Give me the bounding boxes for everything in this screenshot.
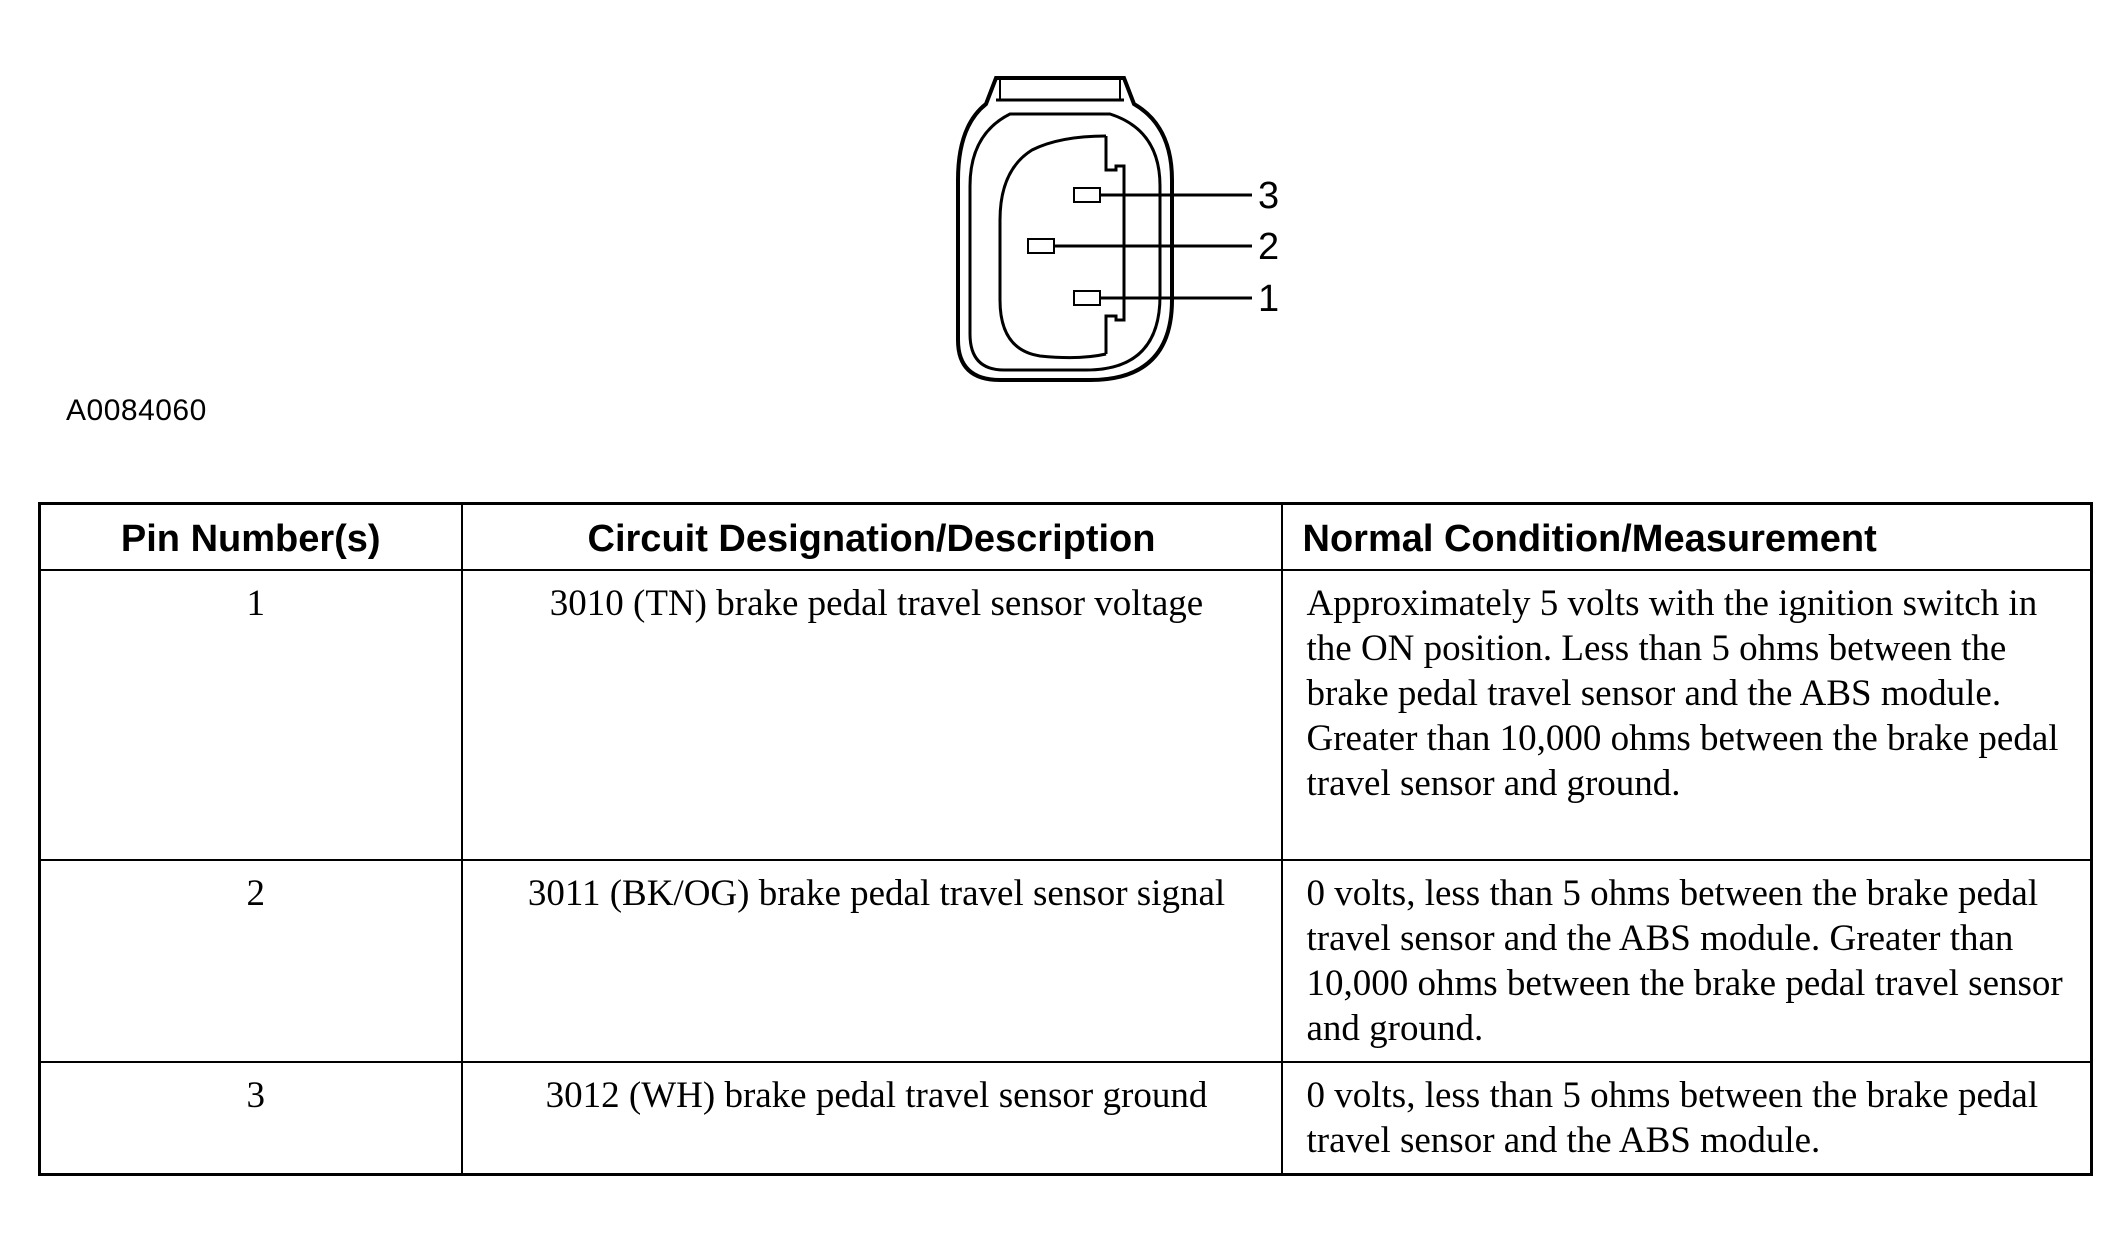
figure-id: A0084060 [66,394,207,427]
connector-diagram [0,0,2118,420]
cell-pin: 2 [40,860,462,1062]
connector-housing-outer [958,78,1172,380]
pin-table [38,502,2093,1176]
connector-figure [0,0,2118,427]
table-row [40,1062,2092,1175]
header-normal-condition: Normal Condition/Measurement [1282,504,2092,570]
pin-label-2: 2 [1258,226,1280,268]
pin-terminal-2 [1028,239,1054,253]
pin-label-1: 1 [1258,278,1280,320]
header-circuit-description: Circuit Designation/Description [462,504,1282,570]
table-row [40,570,2092,860]
pin-label-3: 3 [1258,175,1280,217]
cell-condition: 0 volts, less than 5 ohms between the brake pedal travel sensor and the ABS module. [1282,1062,2092,1175]
cell-condition: Approximately 5 volts with the ignition switch in the ON position. Less than 5 ohms between the brake pedal travel sensor and the ABS module. Greater than 10,000 ohms between the brake pedal travel sensor and ground. [1282,570,2092,860]
cell-circuit: 3011 (BK/OG) brake pedal travel sensor signal [462,860,1282,1062]
pin-terminal-3 [1074,188,1100,202]
cell-condition: 0 volts, less than 5 ohms between the brake pedal travel sensor and the ABS module. Greater than 10,000 ohms between the brake pedal travel sensor and ground. [1282,860,2092,1062]
cell-pin: 1 [40,570,462,860]
cell-pin: 3 [40,1062,462,1175]
pin-terminal-1 [1074,291,1100,305]
header-pin-number: Pin Number(s) [40,504,462,570]
cell-circuit: 3012 (WH) brake pedal travel sensor ground [462,1062,1282,1175]
connector-latch-top [1000,78,1120,100]
cell-circuit: 3010 (TN) brake pedal travel sensor voltage [462,570,1282,860]
table-header-row [40,504,2092,570]
table-row [40,860,2092,1062]
